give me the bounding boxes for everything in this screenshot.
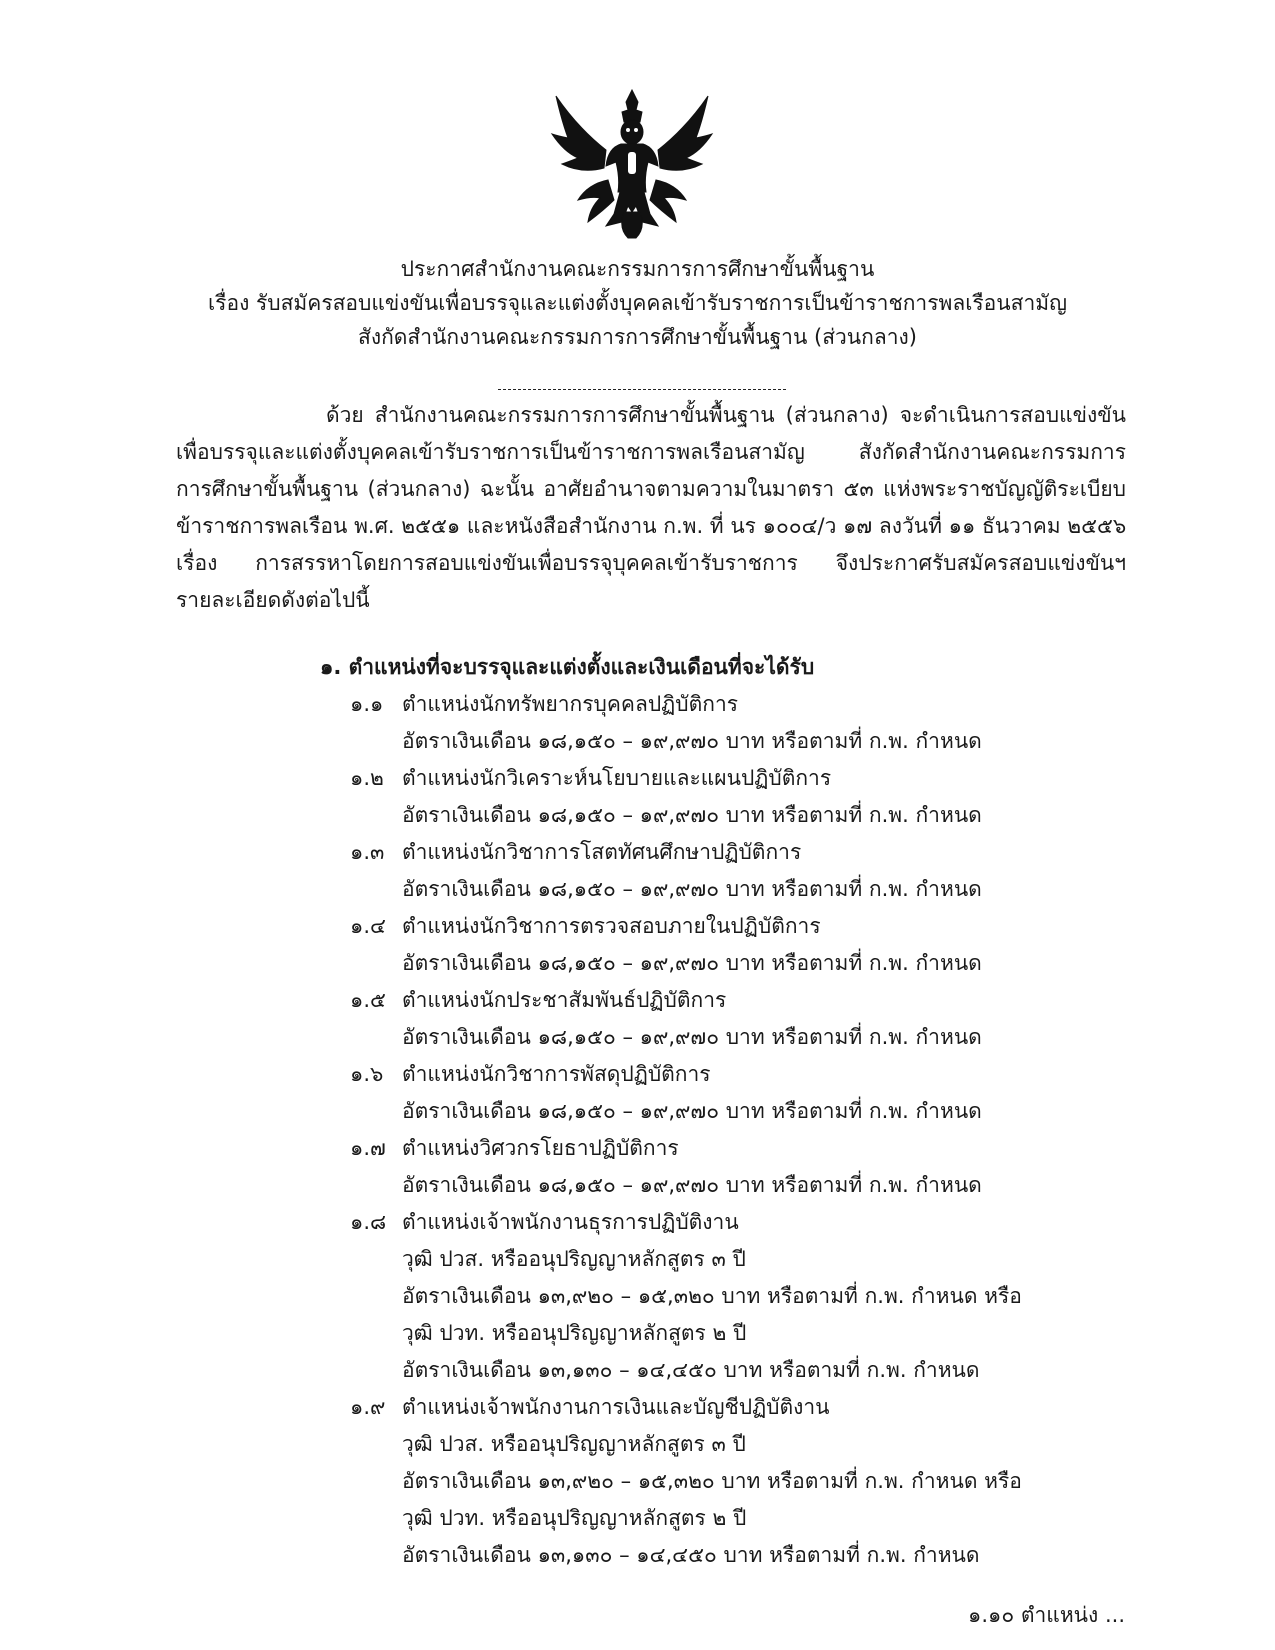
position-title: ตำแหน่งนักวิชาการตรวจสอบภายในปฏิบัติการ xyxy=(402,914,821,938)
position-item xyxy=(350,1391,830,1423)
item-number: ๑.๙ xyxy=(350,1395,386,1419)
item-number: ๑.๕ xyxy=(350,988,386,1012)
salary-range: อัตราเงินเดือน ๑๘,๑๕๐ – ๑๙,๙๗๐ บาท หรือตามที่ ก.พ. กำหนด xyxy=(402,1025,982,1049)
position-item xyxy=(350,688,738,720)
salary-range: อัตราเงินเดือน ๑๘,๑๕๐ – ๑๙,๙๗๐ บาท หรือตามที่ ก.พ. กำหนด xyxy=(402,877,982,901)
position-item xyxy=(350,910,821,942)
position-title: ตำแหน่งนักประชาสัมพันธ์ปฏิบัติการ xyxy=(402,988,727,1012)
salary-range: อัตราเงินเดือน ๑๘,๑๕๐ – ๑๙,๙๗๐ บาท หรือตามที่ ก.พ. กำหนด xyxy=(402,1173,982,1197)
position-item xyxy=(350,984,726,1016)
item-number: ๑.๒ xyxy=(350,766,384,790)
item-number: ๑.๔ xyxy=(350,914,386,938)
position-item xyxy=(350,1132,679,1164)
intro-line: รายละเอียดดังต่อไปนี้ xyxy=(176,588,370,612)
qualification: วุฒิ ปวท. หรืออนุปริญญาหลักสูตร ๒ ปี xyxy=(402,1321,747,1345)
salary-range: อัตราเงินเดือน ๑๓,๑๓๐ – ๑๔,๔๕๐ บาท หรือตามที่ ก.พ. กำหนด xyxy=(402,1543,980,1567)
intro-line: เพื่อบรรจุและแต่งตั้งบุคคลเข้ารับราชการเป็นข้าราชการพลเรือนสามัญ สังกัดสำนักงานคณะกรรมการ xyxy=(176,440,1126,464)
salary-range: อัตราเงินเดือน ๑๘,๑๕๐ – ๑๙,๙๗๐ บาท หรือตามที่ ก.พ. กำหนด xyxy=(402,729,982,753)
announcement-affiliation: สังกัดสำนักงานคณะกรรมการการศึกษาขั้นพื้นฐาน (ส่วนกลาง) xyxy=(358,325,917,349)
qualification: วุฒิ ปวท. หรืออนุปริญญาหลักสูตร ๒ ปี xyxy=(402,1506,747,1530)
item-number: ๑.๗ xyxy=(350,1136,386,1160)
position-title: ตำแหน่งนักวิชาการพัสดุปฏิบัติการ xyxy=(402,1062,711,1086)
position-title: ตำแหน่งนักวิชาการโสตทัศนศึกษาปฏิบัติการ xyxy=(402,840,802,864)
salary-range: อัตราเงินเดือน ๑๓,๙๒๐ – ๑๕,๓๒๐ บาท หรือตามที่ ก.พ. กำหนด หรือ xyxy=(402,1284,1022,1308)
item-number: ๑.๑ xyxy=(350,692,384,716)
position-title: ตำแหน่งนักวิเคราะห์นโยบายและแผนปฏิบัติการ xyxy=(402,766,832,790)
salary-range: อัตราเงินเดือน ๑๘,๑๕๐ – ๑๙,๙๗๐ บาท หรือตามที่ ก.พ. กำหนด xyxy=(402,803,982,827)
item-number: ๑.๖ xyxy=(350,1062,384,1086)
announcement-subject: เรื่อง รับสมัครสอบแข่งขันเพื่อบรรจุและแต่งตั้งบุคคลเข้ารับราชการเป็นข้าราชการพลเรือนสามัญ xyxy=(208,291,1067,315)
continuation-note: ๑.๑๐ ตำแหน่ง ... xyxy=(968,1603,1125,1627)
title-divider xyxy=(498,389,786,390)
position-title: ตำแหน่งเจ้าพนักงานการเงินและบัญชีปฏิบัติงาน xyxy=(402,1395,830,1419)
salary-range: อัตราเงินเดือน ๑๘,๑๕๐ – ๑๙,๙๗๐ บาท หรือตามที่ ก.พ. กำหนด xyxy=(402,1099,982,1123)
salary-range: อัตราเงินเดือน ๑๓,๙๒๐ – ๑๕,๓๒๐ บาท หรือตามที่ ก.พ. กำหนด หรือ xyxy=(402,1469,1022,1493)
section-heading: ๑. ตำแหน่งที่จะบรรจุและแต่งตั้งและเงินเดือนที่จะได้รับ xyxy=(320,655,815,679)
position-title: ตำแหน่งเจ้าพนักงานธุรการปฏิบัติงาน xyxy=(402,1210,739,1234)
item-number: ๑.๘ xyxy=(350,1210,387,1234)
salary-range: อัตราเงินเดือน ๑๘,๑๕๐ – ๑๙,๙๗๐ บาท หรือตามที่ ก.พ. กำหนด xyxy=(402,951,982,975)
intro-line: การศึกษาขั้นพื้นฐาน (ส่วนกลาง) ฉะนั้น อาศัยอำนาจตามความในมาตรา ๕๓ แห่งพระราชบัญญัติระเบียบ xyxy=(176,477,1126,501)
qualification: วุฒิ ปวส. หรืออนุปริญญาหลักสูตร ๓ ปี xyxy=(402,1247,746,1271)
intro-paragraph xyxy=(176,397,1126,619)
position-title: ตำแหน่งนักทรัพยากรบุคคลปฏิบัติการ xyxy=(402,692,739,716)
garuda-emblem-icon xyxy=(548,88,716,246)
position-item xyxy=(350,836,801,868)
intro-line: ด้วย สำนักงานคณะกรรมการการศึกษาขั้นพื้นฐาน (ส่วนกลาง) จะดำเนินการสอบแข่งขัน xyxy=(326,403,1126,427)
intro-line: ข้าราชการพลเรือน พ.ศ. ๒๕๕๑ และหนังสือสำนักงาน ก.พ. ที่ นร ๑๐๐๔/ว ๑๗ ลงวันที่ ๑๑ ธันวาคม ๒๕๕๖ xyxy=(176,514,1127,538)
announcement-title: ประกาศสำนักงานคณะกรรมการการศึกษาขั้นพื้นฐาน xyxy=(400,257,875,281)
item-number: ๑.๓ xyxy=(350,840,385,864)
intro-line: เรื่อง การสรรหาโดยการสอบแข่งขันเพื่อบรรจุบุคคลเข้ารับราชการ จึงประกาศรับสมัครสอบแข่งขันฯ xyxy=(176,551,1126,575)
position-item xyxy=(350,1058,711,1090)
qualification: วุฒิ ปวส. หรืออนุปริญญาหลักสูตร ๓ ปี xyxy=(402,1432,746,1456)
position-title: ตำแหน่งวิศวกรโยธาปฏิบัติการ xyxy=(402,1136,679,1160)
salary-range: อัตราเงินเดือน ๑๓,๑๓๐ – ๑๔,๔๕๐ บาท หรือตามที่ ก.พ. กำหนด xyxy=(402,1358,980,1382)
position-item xyxy=(350,1206,739,1238)
position-item xyxy=(350,762,831,794)
